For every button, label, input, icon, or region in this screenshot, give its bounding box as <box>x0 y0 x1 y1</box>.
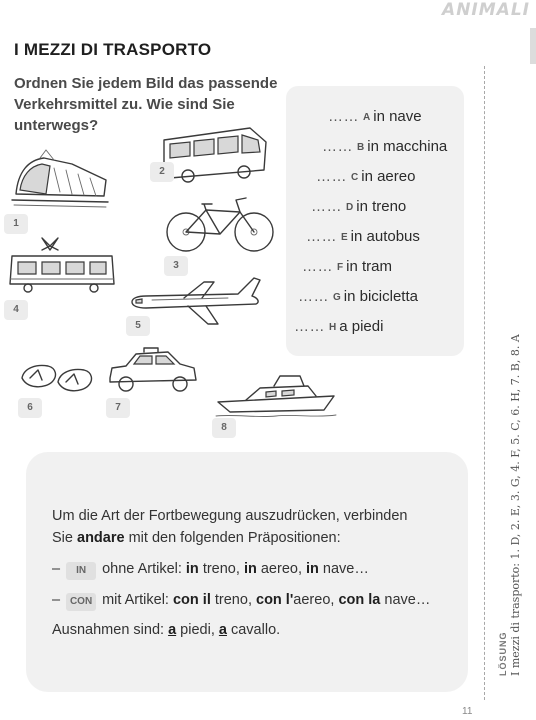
exceptions-line: Ausnahmen sind: a piedi, a cavallo. <box>52 622 281 638</box>
image-number: 2 <box>150 162 174 182</box>
flip-flops-illustration <box>18 358 94 398</box>
preposition-in-rule: – IN ohne Artikel: in treno, in aereo, in nave… <box>52 561 369 580</box>
option-text: in nave <box>373 108 422 125</box>
option-b: …… B in macchina <box>322 138 448 155</box>
boat-icon <box>216 374 340 420</box>
option-letter: E <box>341 232 348 243</box>
image-number: 8 <box>212 418 236 438</box>
section-tag: ANIMALI <box>442 0 530 20</box>
option-text: in treno <box>356 198 407 215</box>
option-a: …… A in nave <box>328 108 422 125</box>
option-text: in autobus <box>350 228 420 245</box>
solution-text: I mezzi di trasporto: 1. D, 2. E, 3. G, 4. F, 5. C, 6. H, 7. B, 8. A <box>509 334 522 676</box>
car-illustration <box>104 346 200 396</box>
page-title: I MEZZI DI TRASPORTO <box>14 40 212 59</box>
option-letter: H <box>329 322 337 333</box>
image-number: 1 <box>4 214 28 234</box>
image-number: 7 <box>106 398 130 418</box>
option-f: …… F in tram <box>302 258 392 275</box>
image-number: 3 <box>164 256 188 276</box>
option-letter: A <box>363 112 371 123</box>
image-number: 5 <box>126 316 150 336</box>
page-number: 11 <box>462 706 473 717</box>
option-letter: F <box>337 262 344 273</box>
tram-icon <box>6 234 118 298</box>
option-text: in tram <box>346 258 392 275</box>
preposition-con-rule: – CON mit Artikel: con il treno, con l'aereo, con la nave… <box>52 592 430 611</box>
train-illustration <box>10 150 110 210</box>
option-text: in aereo <box>361 168 416 185</box>
solution-divider <box>484 66 485 700</box>
option-letter: G <box>333 292 341 303</box>
info-line-1: Um die Art der Fortbewegung auszudrücken, verbinden <box>52 508 408 524</box>
page-edge-marker <box>530 28 536 64</box>
option-letter: B <box>357 142 365 153</box>
tram-illustration <box>6 234 118 298</box>
option-letter: C <box>351 172 359 183</box>
preposition-tag: CON <box>66 593 96 611</box>
bus-illustration <box>160 126 270 184</box>
bus-icon <box>160 126 270 184</box>
option-c: …… C in aereo <box>316 168 416 185</box>
info-line-2: Sie andare mit den folgenden Präpositionen: <box>52 530 341 546</box>
option-text: in bicicletta <box>343 288 418 305</box>
option-text: in macchina <box>367 138 448 155</box>
option-g: …… G in bicicletta <box>298 288 418 305</box>
option-letter: D <box>346 202 354 213</box>
exercise-instruction: Ordnen Sie jedem Bild das passende Verkehrsmittel zu. Wie sind Sie unterwegs? <box>14 75 278 134</box>
car-icon <box>104 346 200 396</box>
bicycle-illustration <box>164 196 276 254</box>
image-number: 6 <box>18 398 42 418</box>
option-h: …… H a piedi <box>294 318 384 335</box>
option-text: a piedi <box>339 318 384 335</box>
image-number: 4 <box>4 300 28 320</box>
answer-options-panel <box>286 86 464 356</box>
bicycle-icon <box>164 196 276 254</box>
solution-block <box>498 336 522 676</box>
train-icon <box>10 150 110 210</box>
option-e: …… E in autobus <box>306 228 420 245</box>
flip-flops-icon <box>18 358 94 398</box>
boat-illustration <box>216 374 340 420</box>
preposition-tag: IN <box>66 562 96 580</box>
solution-label: LÖSUNG <box>498 631 508 676</box>
option-d: …… D in treno <box>311 198 407 215</box>
